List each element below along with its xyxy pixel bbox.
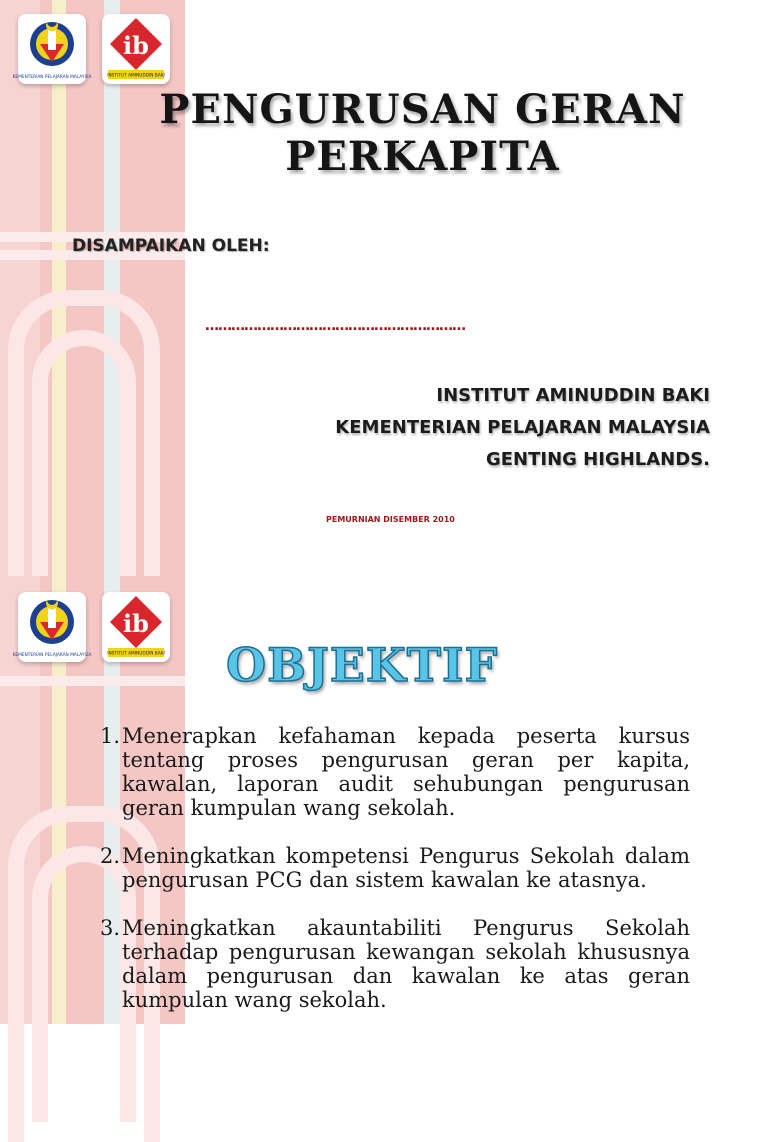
ministry-crest-icon [12, 592, 92, 662]
institute-logo [102, 14, 170, 84]
revision-note: PEMURNIAN DISEMBER 2010 [326, 515, 455, 524]
presented-by-label: DISAMPAIKAN OLEH: [72, 236, 270, 256]
objectives-slide [0, 576, 768, 1024]
org-line-1: INSTITUT AMINUDDIN BAKI [436, 385, 710, 406]
objectives-heading: OBJEKTIF [226, 638, 499, 692]
list-item [100, 724, 690, 820]
ministry-logo-caption: KEMENTERIAN PELAJARAN MALAYSIA [12, 75, 92, 80]
svg-text:ib: ib [123, 609, 149, 638]
title-line-1: PENGURUSAN GERAN [159, 86, 686, 133]
ministry-logo [12, 592, 92, 662]
iab-logo-icon [102, 14, 170, 84]
item-text: Menerapkan kefahaman kepada peserta kursus tentang proses pengurusan geran per kapita, kawalan, laporan audit sehubungan pengurusan geran kumpulan wang sekolah. [122, 724, 690, 820]
institute-logo-caption: INSTITUT AMINUDDIN BAKI [107, 73, 165, 79]
item-number: 2. [100, 844, 121, 868]
item-text: Meningkatkan akauntabiliti Pengurus Sekolah terhadap pengurusan kewangan sekolah khususnya dalam pengurusan dan kawalan ke atas geran kumpulan wang sekolah. [122, 916, 690, 1012]
title-line-2: PERKAPITA [285, 133, 560, 180]
item-number: 3. [100, 916, 121, 940]
objectives-list [100, 724, 690, 1036]
ministry-logo [12, 14, 92, 84]
org-line-3: GENTING HIGHLANDS. [485, 449, 710, 470]
institute-logo-caption: INSTITUT AMINUDDIN BAKI [107, 651, 165, 657]
ministry-crest-icon [12, 14, 92, 84]
svg-text:ib: ib [123, 31, 149, 60]
institute-logo [102, 592, 170, 662]
presenter-placeholder: …………………………………………………… [205, 318, 465, 334]
organization-block [335, 380, 710, 476]
iab-logo-icon [102, 592, 170, 662]
item-text: Meningkatkan kompetensi Pengurus Sekolah dalam pengurusan PCG dan sistem kawalan ke atasnya. [122, 844, 690, 892]
slide-title [150, 86, 695, 180]
org-line-2: KEMENTERIAN PELAJARAN MALAYSIA [335, 417, 710, 438]
list-item [100, 916, 690, 1012]
item-number: 1. [100, 724, 121, 748]
list-item [100, 844, 690, 892]
ministry-logo-caption: KEMENTERIAN PELAJARAN MALAYSIA [12, 653, 92, 658]
